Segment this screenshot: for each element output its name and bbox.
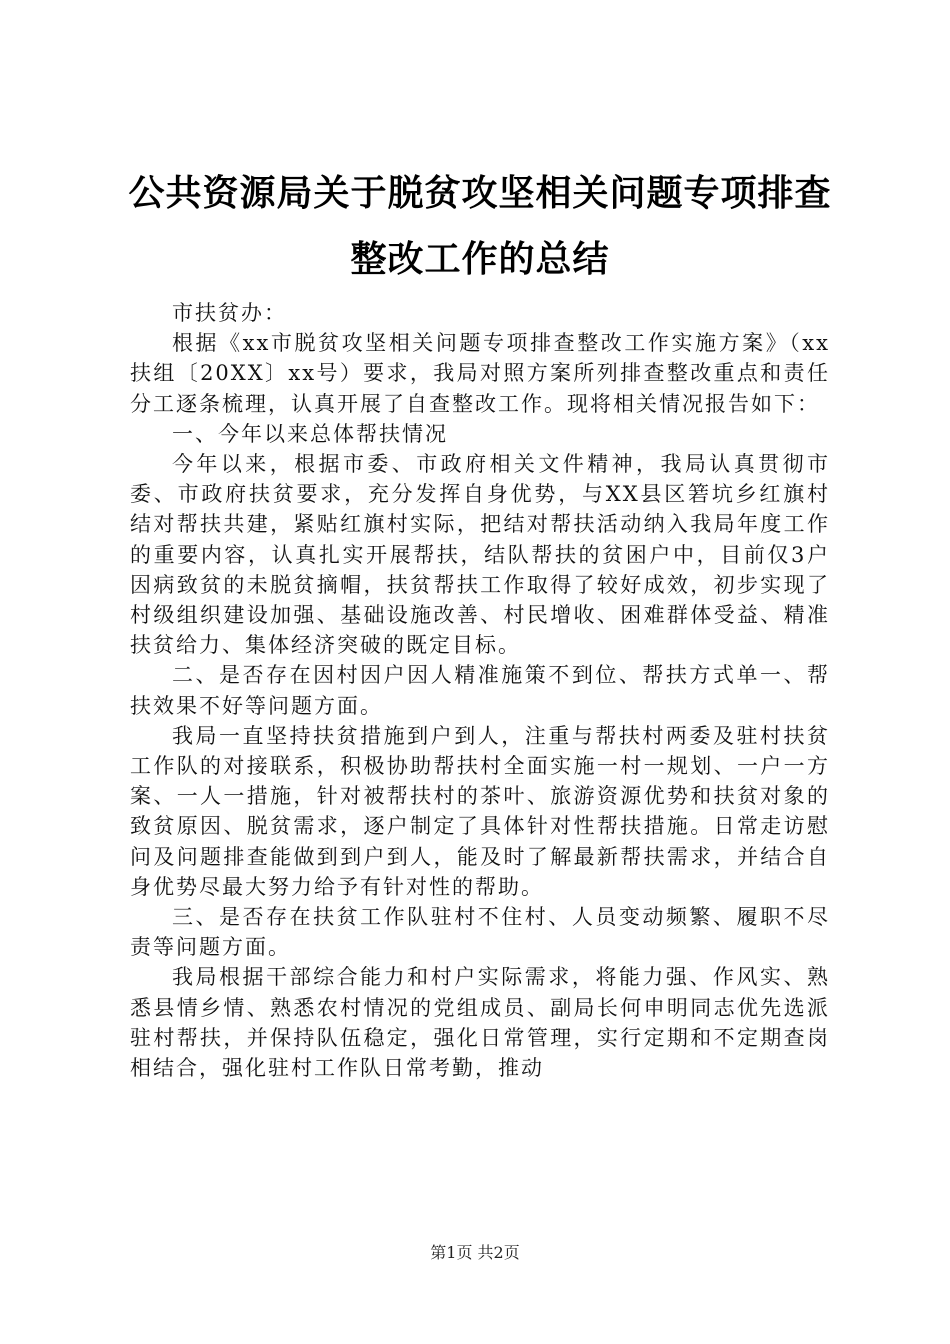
section-1-paragraph: 今年以来，根据市委、市政府相关文件精神，我局认真贯彻市委、市政府扶贫要求，充分发挥自身优势，与XX县区箬坑乡红旗村结对帮扶共建，紧贴红旗村实际，把结对帮扶活动纳入我局年度工作的重要内容，认真扎实开展帮扶，结队帮扶的贫困户中，目前仅3户因病致贫的未脱贫摘帽，扶贫帮扶工作取得了较好成效，初步实现了村级组织建设加强、基础设施改善、村民增收、困难群体受益、精准扶贫给力、集体经济突破的既定目标。 <box>130 452 830 658</box>
section-2-paragraph: 我局一直坚持扶贫措施到户到人，注重与帮扶村两委及驻村扶贫工作队的对接联系，积极协助帮扶村全面实施一村一规划、一户一方案、一人一措施，针对被帮扶村的茶叶、旅游资源优势和扶贫对象的致贫原因、脱贫需求，逐户制定了具体针对性帮扶措施。日常走访慰问及问题排查能做到到户到人，能及时了解最新帮扶需求，并结合自身优势尽最大努力给予有针对性的帮助。 <box>130 723 830 899</box>
salutation: 市扶贫办： <box>172 301 287 325</box>
intro-paragraph: 根据《xx市脱贫攻坚相关问题专项排查整改工作实施方案》（xx扶组〔20XX〕xx号）要求，我局对照方案所列排查整改重点和责任分工逐条梳理，认真开展了自查整改工作。现将相关情况报告如下： <box>130 331 830 416</box>
section-heading-1: 一、今年以来总体帮扶情况 <box>172 421 448 446</box>
section-3-paragraph: 我局根据干部综合能力和村户实际需求，将能力强、作风实、熟悉县情乡情、熟悉农村情况的党组成员、副局长何申明同志优先选派驻村帮扶，并保持队伍稳定，强化日常管理，实行定期和不定期查岗相结合，强化驻村工作队日常考勤，推动 <box>130 965 830 1081</box>
document-body <box>130 298 830 1083</box>
section-heading-2: 二、是否存在因村因户因人精准施策不到位、帮扶方式单一、帮扶效果不好等问题方面。 <box>130 663 830 718</box>
section-heading-3: 三、是否存在扶贫工作队驻村不住村、人员变动频繁、履职不尽责等问题方面。 <box>130 905 830 960</box>
document-title: 公共资源局关于脱贫攻坚相关问题专项排查整改工作的总结 <box>128 172 832 280</box>
page-footer <box>0 1243 950 1263</box>
page-number-label: 第1页 共2页 <box>430 1243 520 1262</box>
